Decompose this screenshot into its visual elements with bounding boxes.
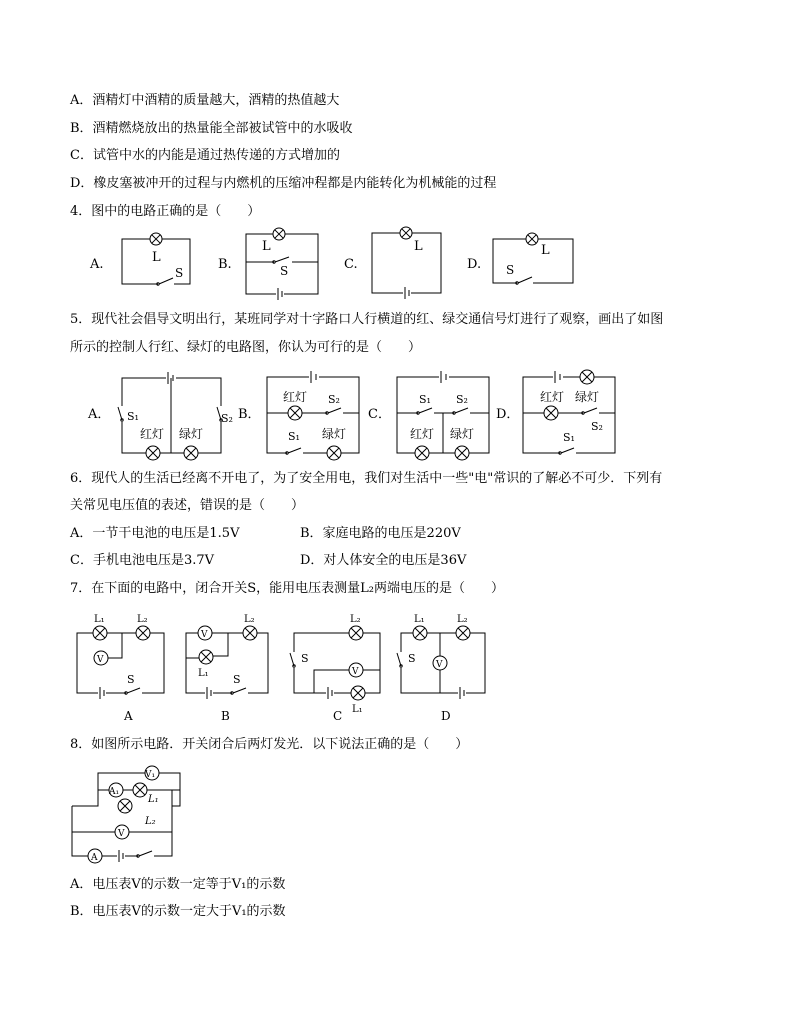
q7-d-l2-label: L₂: [457, 614, 468, 625]
q7-stem: 7．在下面的电路中，闭合开关S，能用电压表测量L₂两端电压的是（ ）: [70, 581, 505, 596]
q3-option-c: C．试管中水的内能是通过热传递的方式增加的: [70, 148, 340, 163]
q7-b-switch-label: S: [233, 673, 241, 686]
q4-label-a: A.: [90, 257, 104, 272]
q6-option-d: D．对人体安全的电压是36V: [300, 553, 467, 568]
q5-stem-1: 5．现代社会倡导文明出行，某班同学对十字路口人行横道的红、绿交通信号灯进行了观察，画出了如图: [70, 312, 664, 327]
q5-a-red-label: 红灯: [140, 427, 165, 441]
q4-label-d: D.: [467, 257, 482, 272]
q5-b-red-label: 红灯: [283, 390, 308, 404]
q5-d-s2-label: S₂: [591, 420, 603, 433]
svg-text:V: V: [97, 655, 104, 665]
q8-a1-label: A₁: [109, 787, 120, 797]
svg-text:V: V: [352, 667, 359, 677]
q6-option-a: A．一节干电池的电压是1.5V: [70, 526, 240, 541]
q4-b-switch-label: S: [280, 264, 289, 278]
q7-label-b: B: [221, 709, 230, 723]
q7-a-l2-label: L₂: [137, 614, 148, 625]
q8-v1-label: V₁: [145, 770, 156, 780]
svg-text:V: V: [436, 660, 443, 670]
q3-option-b: B．酒精燃烧放出的热量能全部被试管中的水吸收: [70, 121, 353, 136]
q5-d-green-label: 绿灯: [575, 390, 600, 404]
q4-a-switch-label: S: [175, 266, 184, 280]
q6-stem-2: 关常见电压值的表述，错误的是（ ）: [70, 498, 305, 513]
q4-label-c: C.: [344, 257, 358, 272]
q4-label-b: B.: [218, 257, 232, 272]
q3-option-d: D．橡皮塞被冲开的过程与内燃机的压缩冲程都是内能转化为机械能的过程: [70, 176, 497, 191]
q8-option-b: B．电压表V的示数一定大于V₁的示数: [70, 904, 286, 919]
q5-a-s2-label: S₂: [221, 412, 233, 425]
q8-l2-label: L₂: [145, 816, 156, 827]
q4-a-lamp-label: L: [152, 250, 161, 265]
q4-b-lamp-label: L: [262, 239, 271, 254]
q7-b-l2-label: L₂: [244, 614, 255, 625]
q7-a-switch-label: S: [127, 673, 135, 686]
q5-c-red-label: 红灯: [410, 427, 435, 441]
q5-c-green-label: 绿灯: [450, 427, 475, 441]
q3-option-a: A．酒精灯中酒精的质量越大，酒精的热值越大: [70, 93, 340, 108]
q7-a-l1-label: L₁: [94, 614, 105, 625]
q8-stem: 8．如图所示电路．开关闭合后两灯发光．以下说法正确的是（ ）: [70, 737, 469, 752]
q5-a-s1-label: S₁: [127, 410, 139, 423]
q7-c-switch-label: S: [301, 652, 309, 665]
q5-d-red-label: 红灯: [540, 390, 565, 404]
q7-label-c: C: [333, 709, 343, 723]
q6-option-c: C．手机电池电压是3.7V: [70, 553, 215, 568]
q8-option-a: A．电压表V的示数一定等于V₁的示数: [70, 877, 286, 892]
q6-option-b: B．家庭电路的电压是220V: [300, 526, 461, 541]
q4-d-switch-label: S: [506, 263, 515, 277]
q5-c-s2-label: S₂: [456, 393, 468, 406]
q5-b-s1-label: S₁: [288, 430, 300, 443]
q5-b-green-label: 绿灯: [322, 427, 347, 441]
q7-d-switch-label: S: [408, 652, 416, 665]
q5-stem-2: 所示的控制人行红、绿灯的电路图，你认为可行的是（ ）: [70, 340, 422, 355]
q8-l1-label: L₁: [148, 794, 159, 805]
q5-label-c: C．: [368, 407, 391, 422]
q8-a-label: A: [91, 853, 98, 863]
q7-d-l1-label: L₁: [414, 614, 425, 625]
q7-label-d: D: [441, 709, 451, 723]
q7-c-l2-label: L₂: [350, 614, 361, 625]
q4-c-lamp-label: L: [414, 239, 423, 254]
q5-d-s1-label: S₁: [563, 431, 575, 444]
q8-v-label: V: [118, 829, 125, 839]
q5-label-b: B．: [238, 407, 261, 422]
q5-b-s2-label: S₂: [328, 393, 340, 406]
q6-stem-1: 6．现代人的生活已经离不开电了，为了安全用电，我们对生活中一些"电"常识的了解必不可少．下列有: [70, 471, 663, 486]
q7-c-l1-label: L₁: [352, 704, 363, 715]
q5-c-s1-label: S₁: [419, 393, 431, 406]
q4-stem: 4．图中的电路正确的是（ ）: [70, 204, 261, 219]
q5-label-a: A．: [88, 407, 111, 422]
svg-text:V: V: [201, 630, 208, 640]
q7-label-a: A: [124, 709, 133, 723]
q4-d-lamp-label: L: [541, 243, 550, 258]
q5-a-green-label: 绿灯: [179, 427, 204, 441]
q5-label-d: D．: [496, 407, 520, 422]
q7-b-l1-label: L₁: [198, 668, 209, 679]
